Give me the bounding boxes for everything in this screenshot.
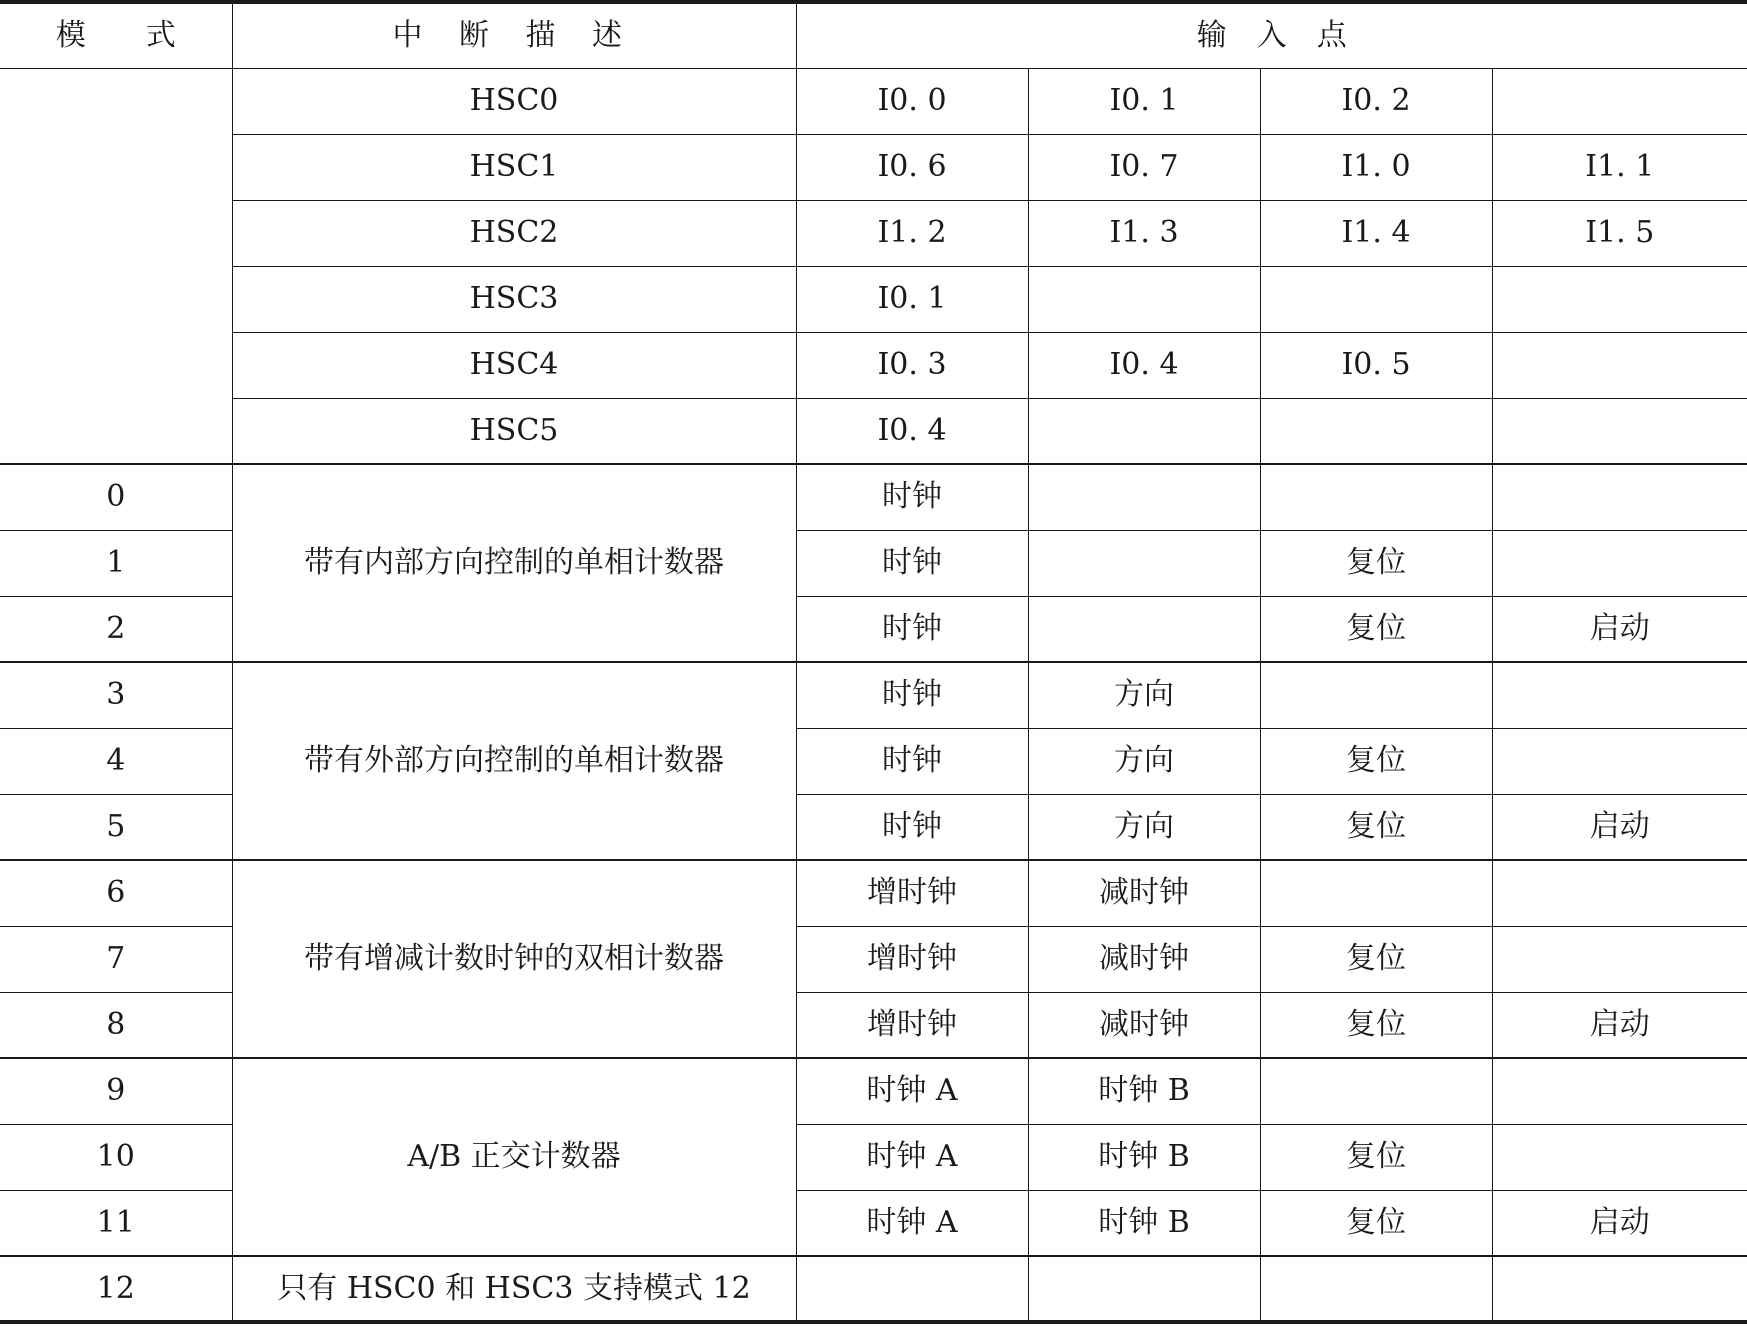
table-row [0, 134, 1747, 200]
hsc-name: HSC0 [232, 68, 796, 134]
mode-description: 带有外部方向控制的单相计数器 [232, 662, 796, 860]
table-row [0, 464, 1747, 530]
input-cell: 时钟 [796, 662, 1028, 728]
input-cell [1260, 1256, 1492, 1322]
input-cell: 增时钟 [796, 926, 1028, 992]
input-cell: 时钟 [796, 596, 1028, 662]
mode-description: 只有 HSC0 和 HSC3 支持模式 12 [232, 1256, 796, 1322]
input-cell: 启动 [1492, 1190, 1747, 1256]
input-cell: 增时钟 [796, 992, 1028, 1058]
mode-cell: 1 [0, 530, 232, 596]
input-cell: I0. 1 [1028, 68, 1260, 134]
input-cell: 复位 [1260, 794, 1492, 860]
input-cell: I0. 5 [1260, 332, 1492, 398]
table-row [0, 68, 1747, 134]
mode-description: A/B 正交计数器 [232, 1058, 796, 1256]
hsc-name: HSC3 [232, 266, 796, 332]
input-cell: 启动 [1492, 794, 1747, 860]
input-cell: 时钟 [796, 728, 1028, 794]
input-cell [1028, 530, 1260, 596]
mode-cell: 9 [0, 1058, 232, 1124]
hsc-name: HSC4 [232, 332, 796, 398]
input-cell: 复位 [1260, 926, 1492, 992]
input-cell [1492, 1256, 1747, 1322]
input-cell [1492, 662, 1747, 728]
input-cell: 复位 [1260, 1190, 1492, 1256]
input-cell [796, 1256, 1028, 1322]
input-cell: 时钟 [796, 794, 1028, 860]
input-cell [1260, 860, 1492, 926]
input-cell [1260, 266, 1492, 332]
input-cell: 复位 [1260, 992, 1492, 1058]
input-cell: 时钟 A [796, 1124, 1028, 1190]
input-cell [1260, 398, 1492, 464]
input-cell: I1. 3 [1028, 200, 1260, 266]
input-cell: 时钟 B [1028, 1058, 1260, 1124]
input-cell [1492, 1058, 1747, 1124]
mode-cell: 6 [0, 860, 232, 926]
mode-cell: 4 [0, 728, 232, 794]
input-cell: I0. 3 [796, 332, 1028, 398]
input-cell: 方向 [1028, 662, 1260, 728]
input-cell [1492, 398, 1747, 464]
input-cell: 增时钟 [796, 860, 1028, 926]
header-mode: 模 式 [0, 2, 232, 68]
header-inputs: 输 入 点 [796, 2, 1747, 68]
hsc-mode-blank-cell [0, 68, 232, 464]
input-cell: I1. 5 [1492, 200, 1747, 266]
input-cell: 方向 [1028, 794, 1260, 860]
input-cell: 复位 [1260, 596, 1492, 662]
mode-cell: 0 [0, 464, 232, 530]
input-cell: 时钟 [796, 464, 1028, 530]
table-row [0, 1256, 1747, 1322]
input-cell: 启动 [1492, 992, 1747, 1058]
table-row [0, 266, 1747, 332]
input-cell [1492, 926, 1747, 992]
input-cell: 启动 [1492, 596, 1747, 662]
input-cell: 复位 [1260, 728, 1492, 794]
input-cell: I1. 0 [1260, 134, 1492, 200]
mode-cell: 12 [0, 1256, 232, 1322]
input-cell: I1. 2 [796, 200, 1028, 266]
input-cell [1260, 464, 1492, 530]
table-row [0, 200, 1747, 266]
input-cell: 时钟 B [1028, 1124, 1260, 1190]
mode-cell: 10 [0, 1124, 232, 1190]
hsc-name: HSC1 [232, 134, 796, 200]
input-cell: 方向 [1028, 728, 1260, 794]
input-cell: 复位 [1260, 1124, 1492, 1190]
input-cell: I0. 6 [796, 134, 1028, 200]
input-cell: 减时钟 [1028, 926, 1260, 992]
table-row [0, 1058, 1747, 1124]
table-row [0, 662, 1747, 728]
mode-cell: 7 [0, 926, 232, 992]
input-cell [1492, 530, 1747, 596]
input-cell [1492, 68, 1747, 134]
header-row [0, 2, 1747, 68]
input-cell [1492, 728, 1747, 794]
input-cell: I1. 4 [1260, 200, 1492, 266]
input-cell [1492, 860, 1747, 926]
mode-cell: 8 [0, 992, 232, 1058]
mode-cell: 2 [0, 596, 232, 662]
input-cell [1492, 464, 1747, 530]
input-cell [1260, 662, 1492, 728]
input-cell [1492, 332, 1747, 398]
input-cell: 复位 [1260, 530, 1492, 596]
mode-cell: 5 [0, 794, 232, 860]
input-cell: I0. 0 [796, 68, 1028, 134]
header-description: 中 断 描 述 [232, 2, 796, 68]
mode-description: 带有增减计数时钟的双相计数器 [232, 860, 796, 1058]
input-cell [1028, 596, 1260, 662]
table-row [0, 332, 1747, 398]
input-cell [1028, 398, 1260, 464]
input-cell [1028, 464, 1260, 530]
input-cell: 减时钟 [1028, 992, 1260, 1058]
table-row [0, 860, 1747, 926]
input-cell: I0. 7 [1028, 134, 1260, 200]
input-cell: I0. 4 [796, 398, 1028, 464]
input-cell [1492, 1124, 1747, 1190]
input-cell: 减时钟 [1028, 860, 1260, 926]
input-cell: I1. 1 [1492, 134, 1747, 200]
input-cell [1492, 266, 1747, 332]
table-row [0, 398, 1747, 464]
input-cell [1028, 1256, 1260, 1322]
input-cell: I0. 2 [1260, 68, 1492, 134]
mode-cell: 11 [0, 1190, 232, 1256]
mode-description: 带有内部方向控制的单相计数器 [232, 464, 796, 662]
input-cell: 时钟 [796, 530, 1028, 596]
input-cell: I0. 1 [796, 266, 1028, 332]
hsc-name: HSC2 [232, 200, 796, 266]
input-cell: I0. 4 [1028, 332, 1260, 398]
mode-cell: 3 [0, 662, 232, 728]
input-cell [1260, 1058, 1492, 1124]
input-cell: 时钟 A [796, 1190, 1028, 1256]
hsc-name: HSC5 [232, 398, 796, 464]
input-cell: 时钟 A [796, 1058, 1028, 1124]
input-cell: 时钟 B [1028, 1190, 1260, 1256]
input-cell [1028, 266, 1260, 332]
